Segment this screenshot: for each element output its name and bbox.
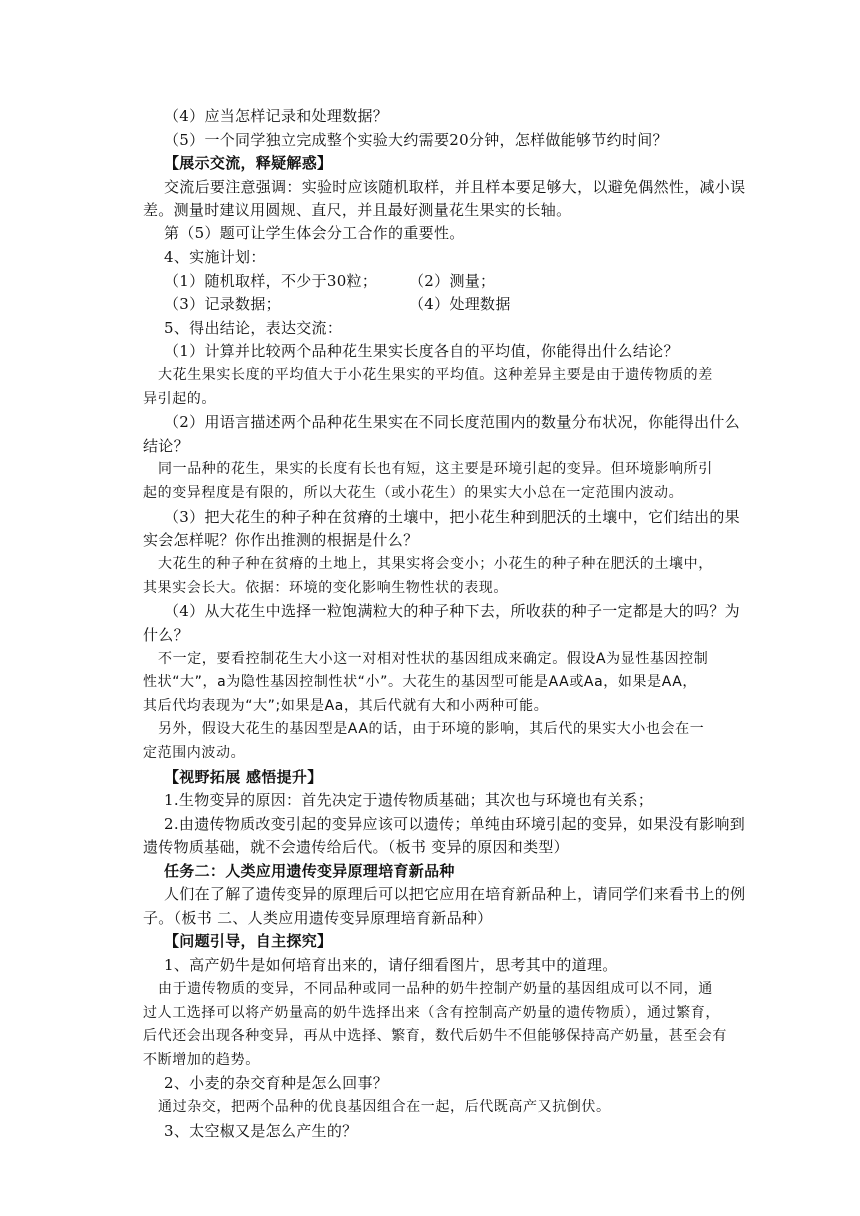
question-line: 实会怎样呢？你作出推测的根据是什么？ — [143, 531, 419, 549]
answer-line: 过人工选择可以将产奶量高的奶牛选择出来（含有控制高产奶量的遗传物质），通过繁育， — [143, 1005, 720, 1021]
answer-line: 由于遗传物质的变异，不同品种或同一品种的奶牛控制产奶量的基因组成可以不同，通 — [158, 981, 713, 997]
text-line: 人们在了解了遗传变异的原理后可以把它应用在培育新品种上，请同学们来看书上的例 — [164, 885, 746, 903]
section-heading: 【视野拓展 感悟提升】 — [164, 768, 323, 786]
text-line: （5）一个同学独立完成整个实验大约需要20分钟，怎样做能够节约时间？ — [164, 131, 668, 149]
answer-line: 大花生果实长度的平均值大于小花生果实的平均值。这种差异主要是由于遗传物质的差 — [158, 367, 713, 383]
answer-line: 另外，假设大花生的基因型是AA的话，由于环境的影响，其后代的果实大小也会在一 — [158, 721, 705, 737]
task-heading: 任务二：人类应用遗传变异原理培育新品种 — [164, 862, 455, 880]
answer-line: 不一定，要看控制花生大小这一对相对性状的基因组成来确定。假设A为显性基因控制 — [158, 651, 709, 667]
answer-line: 不断增加的趋势。 — [143, 1052, 260, 1068]
text-line: 遗传物质基础，就不会遗传给后代。（板书 变异的原因和类型） — [143, 838, 569, 856]
question-line: （4）从大花生中选择一粒饱满粒大的种子种下去，所收获的种子一定都是大的吗？为 — [164, 602, 740, 620]
question-line: （3）把大花生的种子种在贫瘠的土壤中，把小花生种到肥沃的土壤中，它们结出的果 — [164, 508, 740, 526]
answer-line: 其果实会长大。依据：环境的变化影响生物性状的表现。 — [143, 580, 508, 596]
answer-line: 大花生的种子种在贫瘠的土地上，其果实将会变小；小花生的种子种在肥沃的土壤中， — [158, 556, 713, 572]
answer-line: 异引起的。 — [143, 391, 216, 407]
plan-step-2: （2）测量； — [409, 272, 496, 290]
text-line: 交流后要注意强调：实验时应该随机取样，并且样本要足够大，以避免偶然性，减小误 — [164, 178, 746, 196]
question-line: （1）计算并比较两个品种花生果实长度各自的平均值，你能得出什么结论？ — [164, 342, 679, 360]
answer-line: 其后代均表现为“大”;如果是Aa，其后代就有大和小两种可能。 — [143, 698, 549, 714]
question-line: 2、小麦的杂交育种是怎么回事？ — [164, 1074, 389, 1092]
plan-row — [164, 294, 754, 314]
text-line: 5、得出结论，表达交流： — [164, 319, 343, 337]
answer-line: 性状“大”，a为隐性基因控制性状“小”。大花生的基因型可能是AA或Aa，如果是AA， — [143, 674, 698, 690]
section-heading: 【问题引导，自主探究】 — [164, 932, 333, 950]
text-line: 1.生物变异的原因：首先决定于遗传物质基础；其次也与环境也有关系； — [164, 791, 654, 809]
question-line: （2）用语言描述两个品种花生果实在不同长度范围内的数量分布状况，你能得出什么 — [164, 413, 740, 431]
question-line: 结论？ — [143, 437, 189, 455]
text-line: 2.由遗传物质改变引起的变异应该可以遗传；单纯由环境引起的变异，如果没有影响到 — [164, 815, 746, 833]
plan-step-1: （1）随机取样，不少于30粒； — [164, 272, 378, 290]
answer-line: 同一品种的花生，果实的长度有长也有短，这主要是环境引起的变异。但环境影响所引 — [158, 461, 713, 477]
section-heading: 【展示交流，释疑解惑】 — [164, 154, 333, 172]
text-line: 第（5）题可让学生体会分工合作的重要性。 — [164, 224, 465, 242]
answer-line: 后代还会出现各种变异，再从中选择、繁育，数代后奶牛不但能够保持高产奶量，甚至会有 — [143, 1028, 727, 1044]
plan-step-4: （4）处理数据 — [409, 295, 511, 313]
text-line: 4、实施计划： — [164, 248, 266, 266]
plan-step-3: （3）记录数据； — [164, 295, 281, 313]
answer-line: 通过杂交，把两个品种的优良基因组合在一起，后代既高产又抗倒伏。 — [158, 1099, 611, 1115]
question-line: 3、太空椒又是怎么产生的？ — [164, 1122, 358, 1140]
text-line: 子。（板书 二、人类应用遗传变异原理培育新品种） — [143, 909, 493, 927]
question-line: 什么？ — [143, 626, 189, 644]
text-line: 差。测量时建议用圆规、直尺，并且最好测量花生果实的长轴。 — [143, 201, 572, 219]
text-line: （4）应当怎样记录和处理数据？ — [164, 107, 389, 125]
answer-line: 定范围内波动。 — [143, 745, 246, 761]
question-line: 1、高产奶牛是如何培育出来的，请仔细看图片，思考其中的道理。 — [164, 956, 618, 974]
answer-line: 起的变异程度是有限的，所以大花生（或小花生）的果实大小总在一定范围内波动。 — [143, 485, 684, 501]
plan-row — [164, 271, 754, 291]
